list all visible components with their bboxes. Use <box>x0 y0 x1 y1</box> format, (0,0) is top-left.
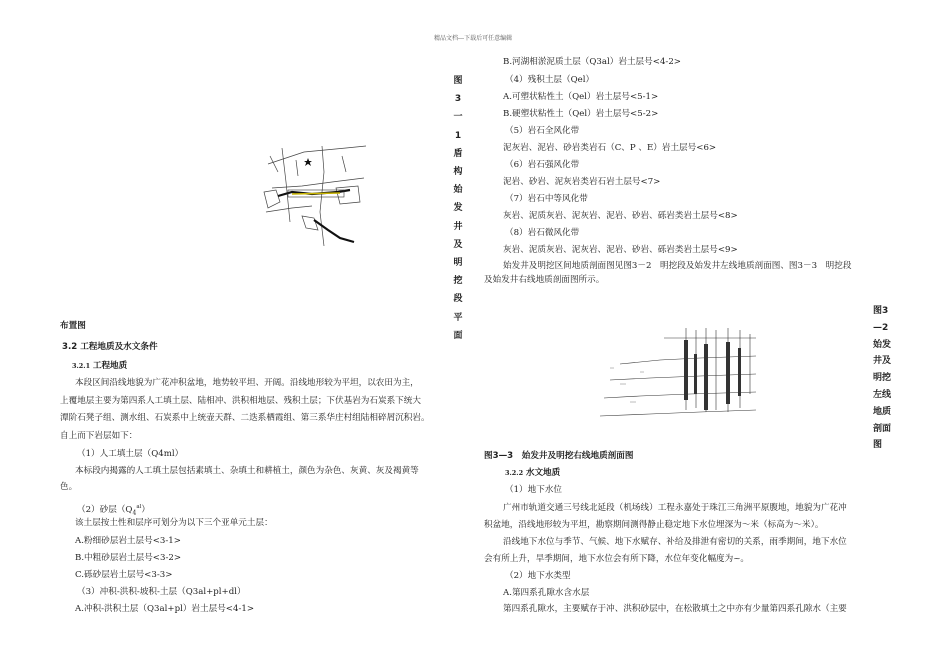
paragraph-line: 广州市轨道交通三号线北延段（机场线）工程永嘉处于珠江三角洲平原腹地，地貌为广花冲 <box>503 503 847 513</box>
caption-char: 及 <box>453 239 463 250</box>
subsection-title: 工程地质 <box>92 361 128 371</box>
caption-char: 段 <box>453 294 463 305</box>
caption-char: 一 <box>453 112 463 123</box>
caption-chunk: 明挖 <box>873 373 892 384</box>
superscript: al <box>136 504 142 510</box>
list-item: C.砾砂层岩土层号<3-3> <box>75 570 173 580</box>
caption-char: 井 <box>453 221 463 232</box>
paragraph-line: 上覆地层主要为第四系人工填土层、陆相冲、洪积相地层、残积土层；下伏基岩为石炭系下统大 <box>60 396 421 406</box>
caption-char: 发 <box>453 203 463 214</box>
list-item: B.河湖相淤泥质土层（Q3al）岩土层号<4-2> <box>503 57 681 67</box>
list-item-text: （2）砂层（Q <box>77 504 133 515</box>
caption-chunk: 图3 <box>873 306 889 316</box>
list-item: （7）岩石中等风化带 <box>505 194 588 204</box>
caption-char: 挖 <box>453 276 463 287</box>
list-item: A.粉细砂层岩土层号<3-1> <box>75 536 181 546</box>
list-item: A.冲积-洪积土层（Q3al+pl）岩土层号<4-1> <box>75 604 255 614</box>
subsection-number: 3.2.1 <box>72 362 91 370</box>
site-plan-figure <box>262 142 370 254</box>
subscript: 4 <box>132 509 137 517</box>
paragraph-line: 第四系孔隙水，主要赋存于冲、洪积砂层中，在松散填土之中亦有少量第四系孔隙水（主要 <box>503 604 847 614</box>
list-item: 泥岩、砂岩、泥灰岩类岩石岩土层号<7> <box>503 177 661 187</box>
subsection-heading-3-2-1 <box>72 361 127 372</box>
subsection-number: 3.2.2 <box>505 469 524 477</box>
paragraph-line: 该土层按土性和层序可划分为以下三个亚单元土层： <box>75 518 273 528</box>
page-header: 精品文档---下载后可任意编辑 <box>434 35 513 42</box>
caption-char: 盾 <box>453 148 463 159</box>
list-item: 泥灰岩、泥岩、砂岩类岩石（C、P 、E）岩土层号<6> <box>503 143 717 153</box>
list-item: （3）冲积-洪积-坡积-土层（Q3al+pl+dl） <box>77 587 246 597</box>
subsection-heading-3-2-2 <box>505 468 560 479</box>
paragraph-line: 及始发井右线地质剖面图所示。 <box>484 275 605 285</box>
list-item-text: ） <box>141 504 150 515</box>
caption-chunk: 图 <box>873 440 883 451</box>
list-item: （6）岩石强风化带 <box>505 160 580 170</box>
caption-chunk: 井及 <box>873 356 892 367</box>
list-item: （8）岩石微风化带 <box>505 228 580 238</box>
list-item: 灰岩、泥质灰岩、泥灰岩、泥岩、砂岩、砾岩类岩土层号<9> <box>503 245 738 255</box>
paragraph-line: 色。 <box>60 482 78 492</box>
caption-char: 明 <box>453 258 463 269</box>
figure-3-1-caption-tail: 布置图 <box>60 321 86 331</box>
list-item: 灰岩、泥质灰岩、泥灰岩、泥岩、砂岩、砾岩类岩土层号<8> <box>503 211 738 221</box>
list-item <box>77 502 150 519</box>
paragraph-line: 会有所上升，旱季期间，地下水位会有所下降，水位年变化幅度为~。 <box>484 554 750 564</box>
list-item: （2）地下水类型 <box>505 571 571 581</box>
paragraph-line: 沿线地下水位与季节、气候、地下水赋存、补给及排泄有密切的关系，雨季期间，地下水位 <box>503 537 847 547</box>
list-item: （1）人工填土层（Q4ml） <box>77 449 184 459</box>
list-item: B.硬塑状粘性土（Qel）岩土层号<5-2> <box>503 109 659 119</box>
list-item: （4）残积土层（Qel） <box>505 75 595 85</box>
paragraph-line: 始发井及明挖区间地质剖面图见图3－2 明挖段及始发井左线地质剖面图、图3－3 明挖段 <box>503 261 852 271</box>
section-heading-3-2: 3.2 工程地质及水文条件 <box>62 342 158 352</box>
caption-chunk: 剖面 <box>873 423 892 434</box>
caption-char: 始 <box>453 185 463 196</box>
caption-chunk: 左线 <box>873 389 892 400</box>
figure-3-2-caption-vertical <box>873 303 899 454</box>
paragraph-line: 积盆地，沿线地形较为平坦，勘察期间测得静止稳定地下水位埋深为～米（标高为～米）。 <box>484 520 824 530</box>
caption-char: 构 <box>453 167 463 178</box>
paragraph-line: 潭阶石凳子组、测水组、石炭系中上统壶天群、二迭系栖霞组、第三系华庄村组陆相碎屑沉积岩。 <box>60 413 430 423</box>
figure-3-1-caption-vertical <box>452 72 464 345</box>
paragraph-line: 本段区间沿线地貌为广花冲积盆地，地势较平坦、开阔。沿线地形较为平坦，以农田为主， <box>75 378 419 388</box>
list-item: A.第四系孔隙水含水层 <box>503 588 590 598</box>
paragraph-line: 自上而下岩层如下： <box>60 431 138 441</box>
figure-3-3-caption: 图3—3 始发井及明挖右线地质剖面图 <box>484 451 634 461</box>
caption-chunk: 始发 <box>873 339 892 350</box>
paragraph-line: 本标段内揭露的人工填土层包括素填土、杂填土和耕植土，颜色为杂色、灰黄、灰及褐黄等 <box>75 466 419 476</box>
list-item: B.中粗砂层岩土层号<3-2> <box>75 553 182 563</box>
list-item: A.可塑状粘性土（Qel）岩土层号<5-1> <box>503 92 659 102</box>
caption-char: 1 <box>454 130 462 141</box>
caption-char: 面 <box>453 330 463 341</box>
list-item: （1）地下水位 <box>505 485 563 495</box>
caption-char: 平 <box>453 312 463 323</box>
subsection-title: 水文地质 <box>525 468 561 478</box>
caption-chunk: —2 <box>873 322 889 333</box>
caption-char: 3 <box>454 94 462 105</box>
caption-char: 图 <box>453 76 463 86</box>
list-item: （5）岩石全风化带 <box>505 126 580 136</box>
geological-profile-figure <box>600 324 762 434</box>
caption-chunk: 地质 <box>873 406 892 417</box>
